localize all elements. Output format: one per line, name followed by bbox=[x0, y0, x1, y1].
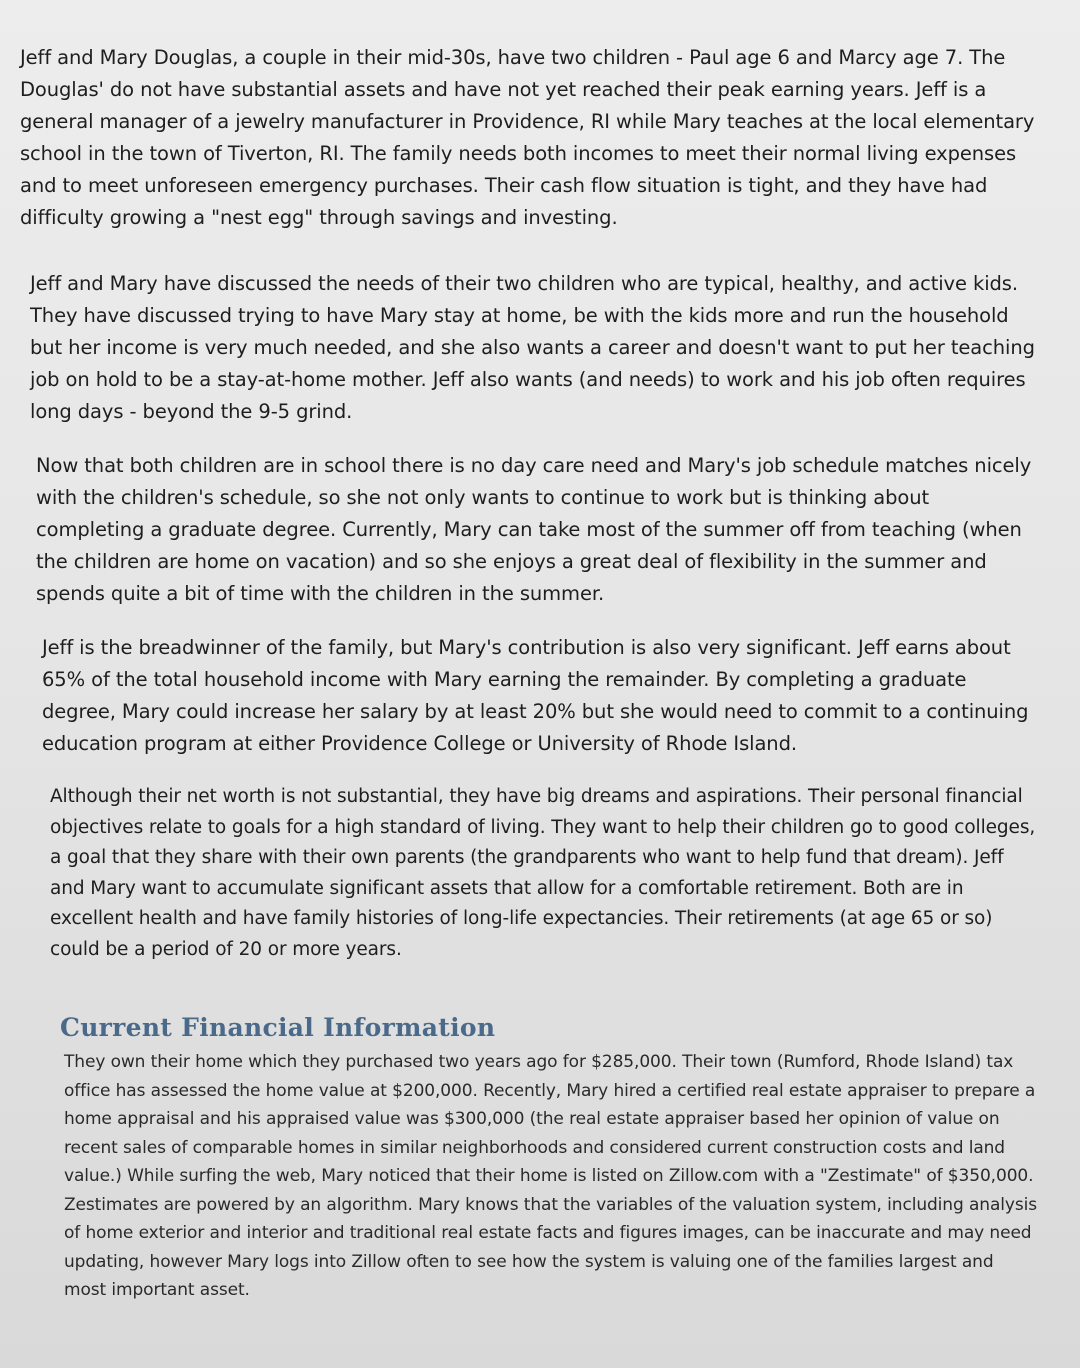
paragraph-family-background: Jeff and Mary Douglas, a couple in their mid-30s, have two children - Paul age 6 and Marcy age 7. The Douglas' do not have substantial assets and have not yet reached their peak earning years. Jeff is a general manager of a jewelry manufacturer in Providence, RI while Mary teaches at the local elementary school in the town of Tiverton, RI. The family needs both incomes to meet their normal living expenses and to meet unforeseen emergency purchases. Their cash flow situation is tight, and they have had difficulty growing a "nest egg" through savings and investing. bbox=[20, 46, 1035, 229]
paragraph-financial-information: They own their home which they purchased two years ago for $285,000. Their town (Rumford, Rhode Island) tax office has assessed the home value at $200,000. Recently, Mary hired a certified real estate appraiser to prepare a home appraisal and his appraised value was $300,000 (the real estate appraiser based her opinion of value on recent sales of comparable homes in similar neighborhoods and considered current construction costs and land value.) While surfing the web, Mary noticed that their home is listed on Zillow.com with a "Zestimate" of $350,000. Zestimates are powered by an algorithm. Mary knows that the variables of the valuation system, including analysis of home exterior and interior and traditional real estate facts and figures images, can be inaccurate and may need updating, however Mary logs into Zillow often to see how the system is valuing one of the families largest and most important asset. bbox=[64, 1052, 1038, 1300]
paragraph-objectives: Although their net worth is not substantial, they have big dreams and aspirations. Their personal financial objectives relate to goals for a high standard of living. They want to help their children go to good colleges, a goal that they share with their own parents (the grandparents who want to help fund that dream). Jeff and Mary want to accumulate significant assets that allow for a comfortable retirement. Both are in excellent health and have family histories of long-life expectancies. Their retirements (at age 65 or so) could be a period of 20 or more years. bbox=[50, 786, 1036, 960]
paragraph-children-needs: Jeff and Mary have discussed the needs of their two children who are typical, healthy, and active kids. They have discussed trying to have Mary stay at home, be with the kids more and run the household but her income is very much needed, and she also wants a career and doesn't want to put her teaching job on hold to be a stay-at-home mother. Jeff also wants (and needs) to work and his job often requires long days - beyond the 9-5 grind. bbox=[30, 272, 1035, 423]
paragraph-income: Jeff is the breadwinner of the family, but Mary's contribution is also very significant. Jeff earns about 65% of the total household income with Mary earning the remainder. By completing a graduate degree, Mary could increase her salary by at least 20% but she would need to commit to a continuing education program at either Providence College or University of Rhode Island. bbox=[42, 636, 1029, 755]
paragraph-school-schedule: Now that both children are in school there is no day care need and Mary's job schedule matches nicely with the children's schedule, so she not only wants to continue to work but is thinking about completing a graduate degree. Currently, Mary can take most of the summer off from teaching (when the children are home on vacation) and so she enjoys a great deal of flexibility in the summer and spends quite a bit of time with the children in the summer. bbox=[36, 454, 1032, 605]
section-title: Current Financial Information bbox=[60, 1013, 496, 1042]
